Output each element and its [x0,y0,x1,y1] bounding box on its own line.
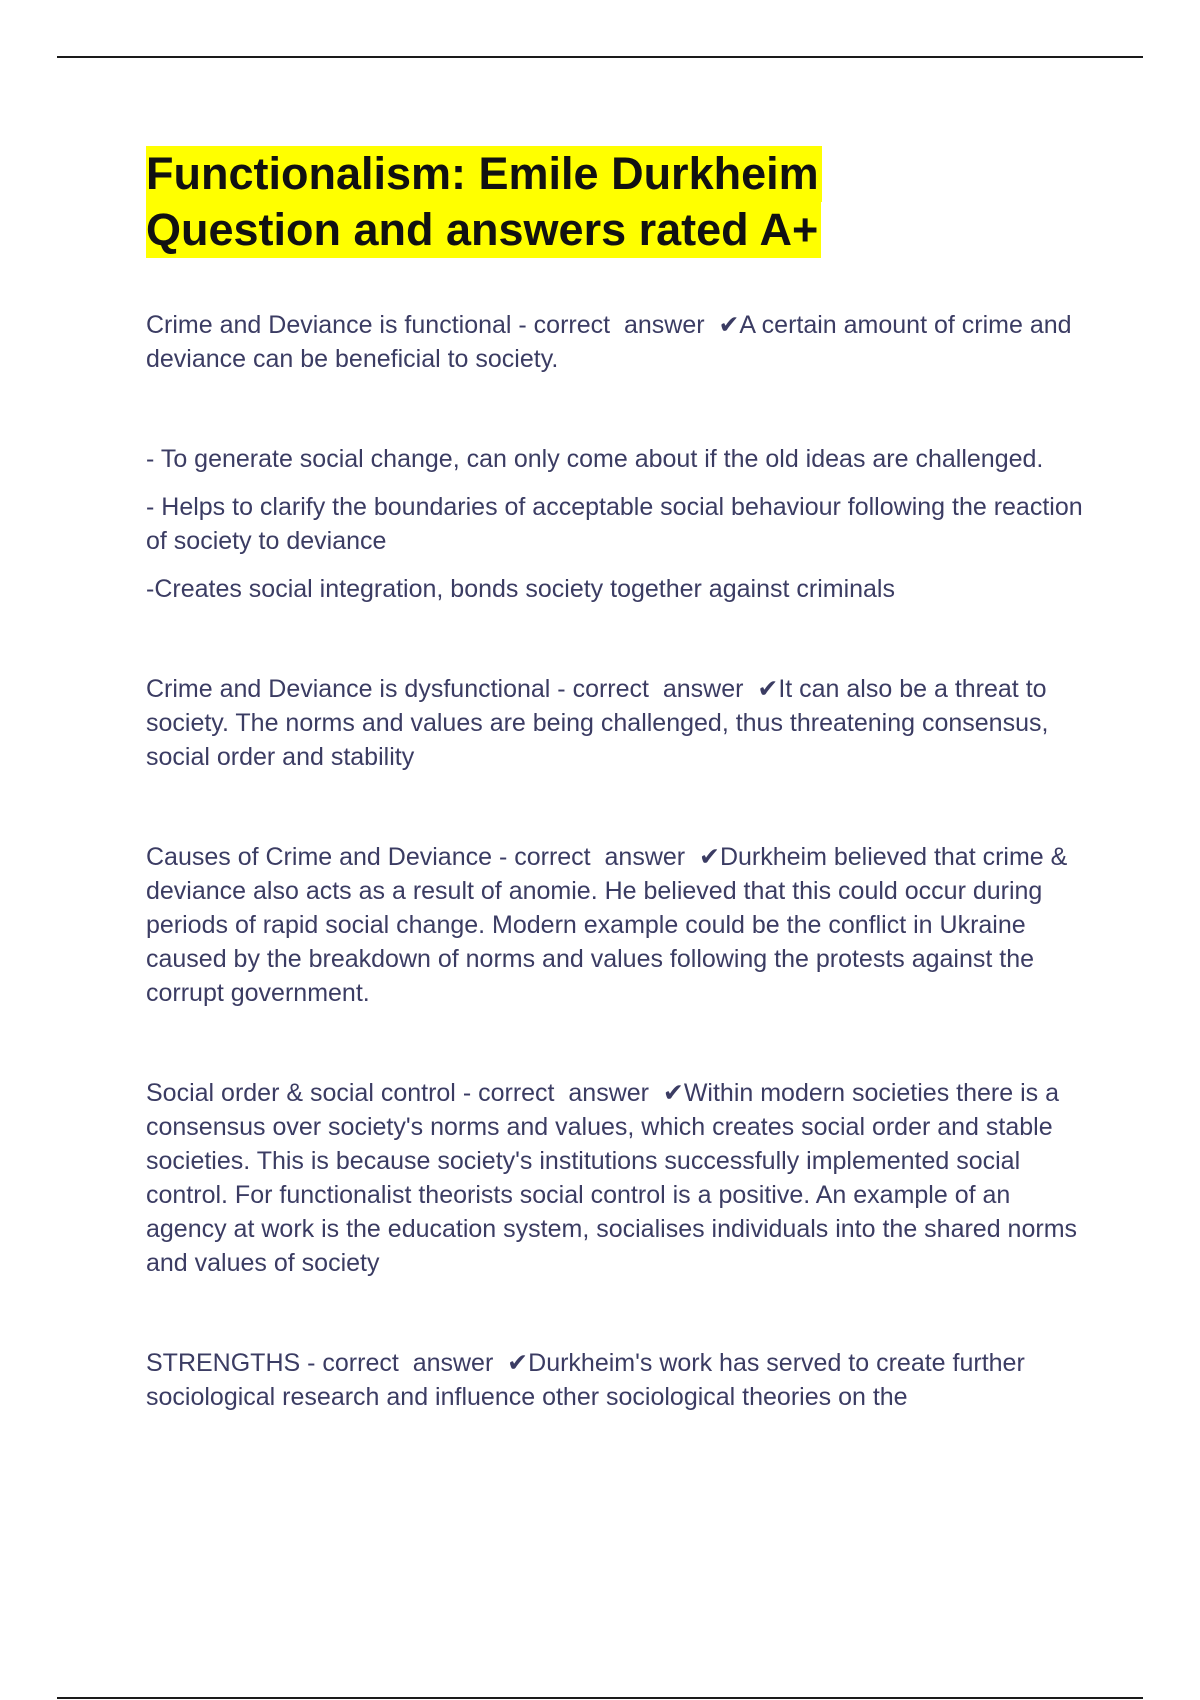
list-item: -Creates social integration, bonds society together against criminals [146,575,895,603]
qa-answer: It can also be a threat to society. The norms and values are being challenged, thus threatening consensus, social order and stability [146,675,1049,771]
qa-separator: - correct answer ✔ [492,843,720,871]
qa-entry-strengths [146,1346,1096,1414]
qa-entry-social-order [146,1076,1096,1280]
document-body [146,146,1096,1480]
qa-entry-functional [146,308,1096,376]
qa-separator: - correct answer ✔ [455,1079,684,1107]
qa-question: Crime and Deviance is functional [146,311,512,339]
qa-question: Crime and Deviance is dysfunctional [146,675,551,703]
document-title [146,146,1096,258]
qa-entry-causes [146,840,1096,1010]
qa-question: STRENGTHS [146,1349,301,1377]
qa-entry-dysfunctional [146,672,1096,774]
qa-answer: Durkheim believed that crime & deviance also acts as a result of anomie. He believed that this could occur during periods of rapid social change. Modern example could be the conflict in Ukraine caused by the breakdown of norms and values following the protests against the corrupt government. [146,843,1068,1007]
header-rule [57,56,1143,58]
qa-answer: Durkheim's work has served to create further sociological research and influence other sociological theories on the [146,1349,1025,1411]
footer-rule [57,1697,1143,1699]
qa-separator: - correct answer ✔ [300,1349,529,1377]
title-line-1: Functionalism: Emile Durkheim [146,146,822,202]
list-item: - Helps to clarify the boundaries of acceptable social behaviour following the reaction of society to deviance [146,493,1083,555]
qa-question: Causes of Crime and Deviance [146,843,492,871]
qa-answer: Within modern societies there is a consensus over society's norms and values, which creates social order and stable societies. This is because society's institutions successfully implemented social control. For functionalist theorists social control is a positive. An example of an agency at work is the education system, socialises individuals into the shared norms and values of society [146,1079,1078,1277]
qa-separator: - correct answer ✔ [550,675,779,703]
qa-question: Social order & social control [146,1079,456,1107]
list-item: - To generate social change, can only come about if the old ideas are challenged. [146,445,1044,473]
qa-answer: A certain amount of crime and deviance can be beneficial to society. [146,311,1072,373]
title-line-2: Question and answers rated A+ [146,202,821,258]
functional-points-list [146,442,1096,606]
qa-separator: - correct answer ✔ [511,311,740,339]
